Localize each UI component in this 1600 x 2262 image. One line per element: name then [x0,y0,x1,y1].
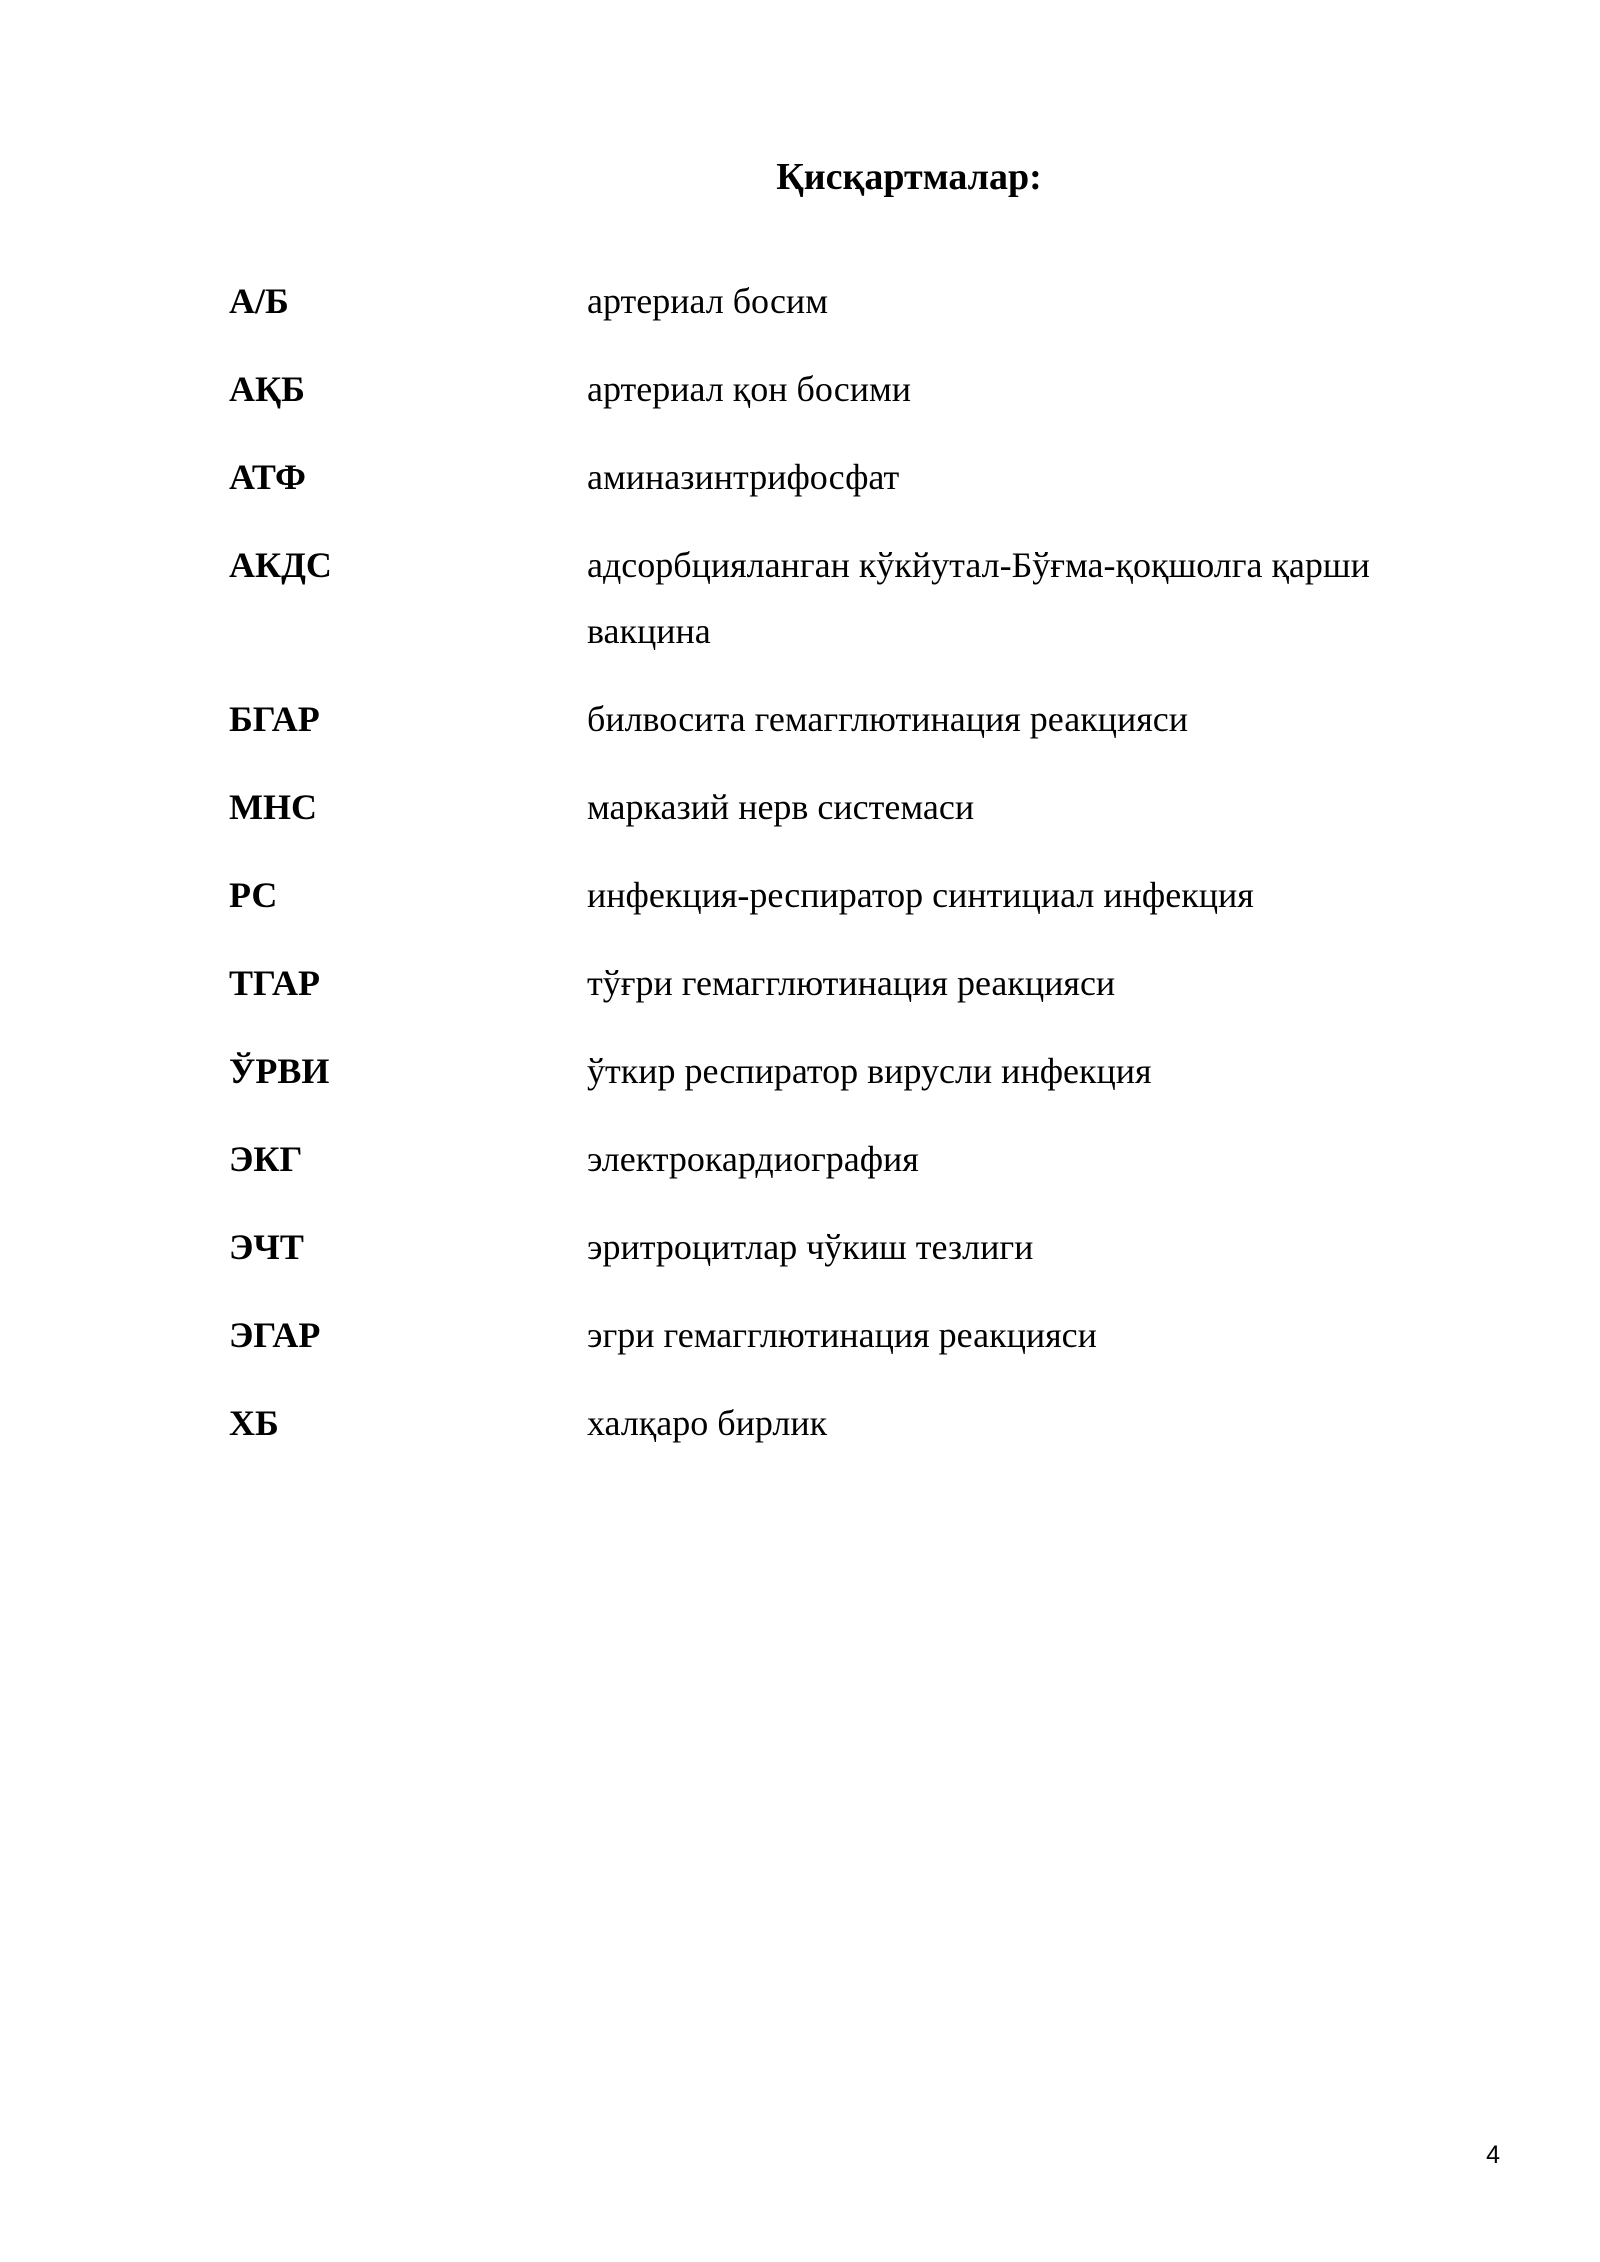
abbreviation-definition: билвосита гемагглютинация реакцияси [587,699,1189,739]
page-title: Қисқартмалар: [776,156,1042,198]
abbreviation-term: ЭГАР [229,1315,321,1355]
abbreviation-row [229,1038,1429,1104]
abbreviation-row [229,1214,1429,1280]
abbreviation-row [229,356,1429,422]
abbreviation-definition: марказий нерв системаси [587,787,975,827]
abbreviation-term: ЎРВИ [229,1051,330,1091]
abbreviation-definition: инфекция-респиратор синтициал инфекция [587,875,1254,915]
abbreviation-definition: адсорбцияланган кўкйутал-Бўғма-қоқшолга қарши вакцина [587,545,1370,651]
abbreviation-term: РС [229,875,278,915]
abbreviation-term: ТГАР [229,963,320,1003]
abbreviation-term: МНС [229,787,317,827]
abbreviation-definition: аминазинтрифосфат [587,457,900,497]
abbreviation-definition: халқаро бирлик [587,1403,828,1443]
abbreviation-definition: артериал босим [587,281,828,321]
abbreviation-definition: артериал қон босими [587,369,911,409]
abbreviation-term: АҚБ [229,369,305,409]
abbreviation-row [229,950,1429,1016]
abbreviation-row [229,774,1429,840]
abbreviation-term: А/Б [229,281,289,321]
abbreviation-term: ХБ [229,1403,279,1443]
page-number: 4 [1486,2141,1500,2169]
abbreviation-row [229,862,1429,928]
abbreviation-row [229,1302,1429,1368]
abbreviation-term: БГАР [229,699,320,739]
abbreviation-row [229,268,1429,334]
abbreviation-term: АТФ [229,457,306,497]
abbreviation-definition: эритроцитлар чўкиш тезлиги [587,1227,1034,1267]
abbreviation-list [229,268,1429,1478]
abbreviation-definition: эгри гемагглютинация реакцияси [587,1315,1097,1355]
abbreviation-definition: тўғри гемагглютинация реакцияси [587,963,1116,1003]
abbreviation-row [229,1126,1429,1192]
abbreviation-row [229,532,1429,664]
abbreviation-row [229,686,1429,752]
abbreviation-term: ЭКГ [229,1139,303,1179]
abbreviation-definition: ўткир респиратор вирусли инфекция [587,1051,1152,1091]
abbreviation-row [229,1390,1429,1456]
abbreviation-term: ЭЧТ [229,1227,304,1267]
abbreviation-definition: электрокардиография [587,1139,919,1179]
abbreviation-term: АКДС [229,545,332,585]
abbreviation-row [229,444,1429,510]
